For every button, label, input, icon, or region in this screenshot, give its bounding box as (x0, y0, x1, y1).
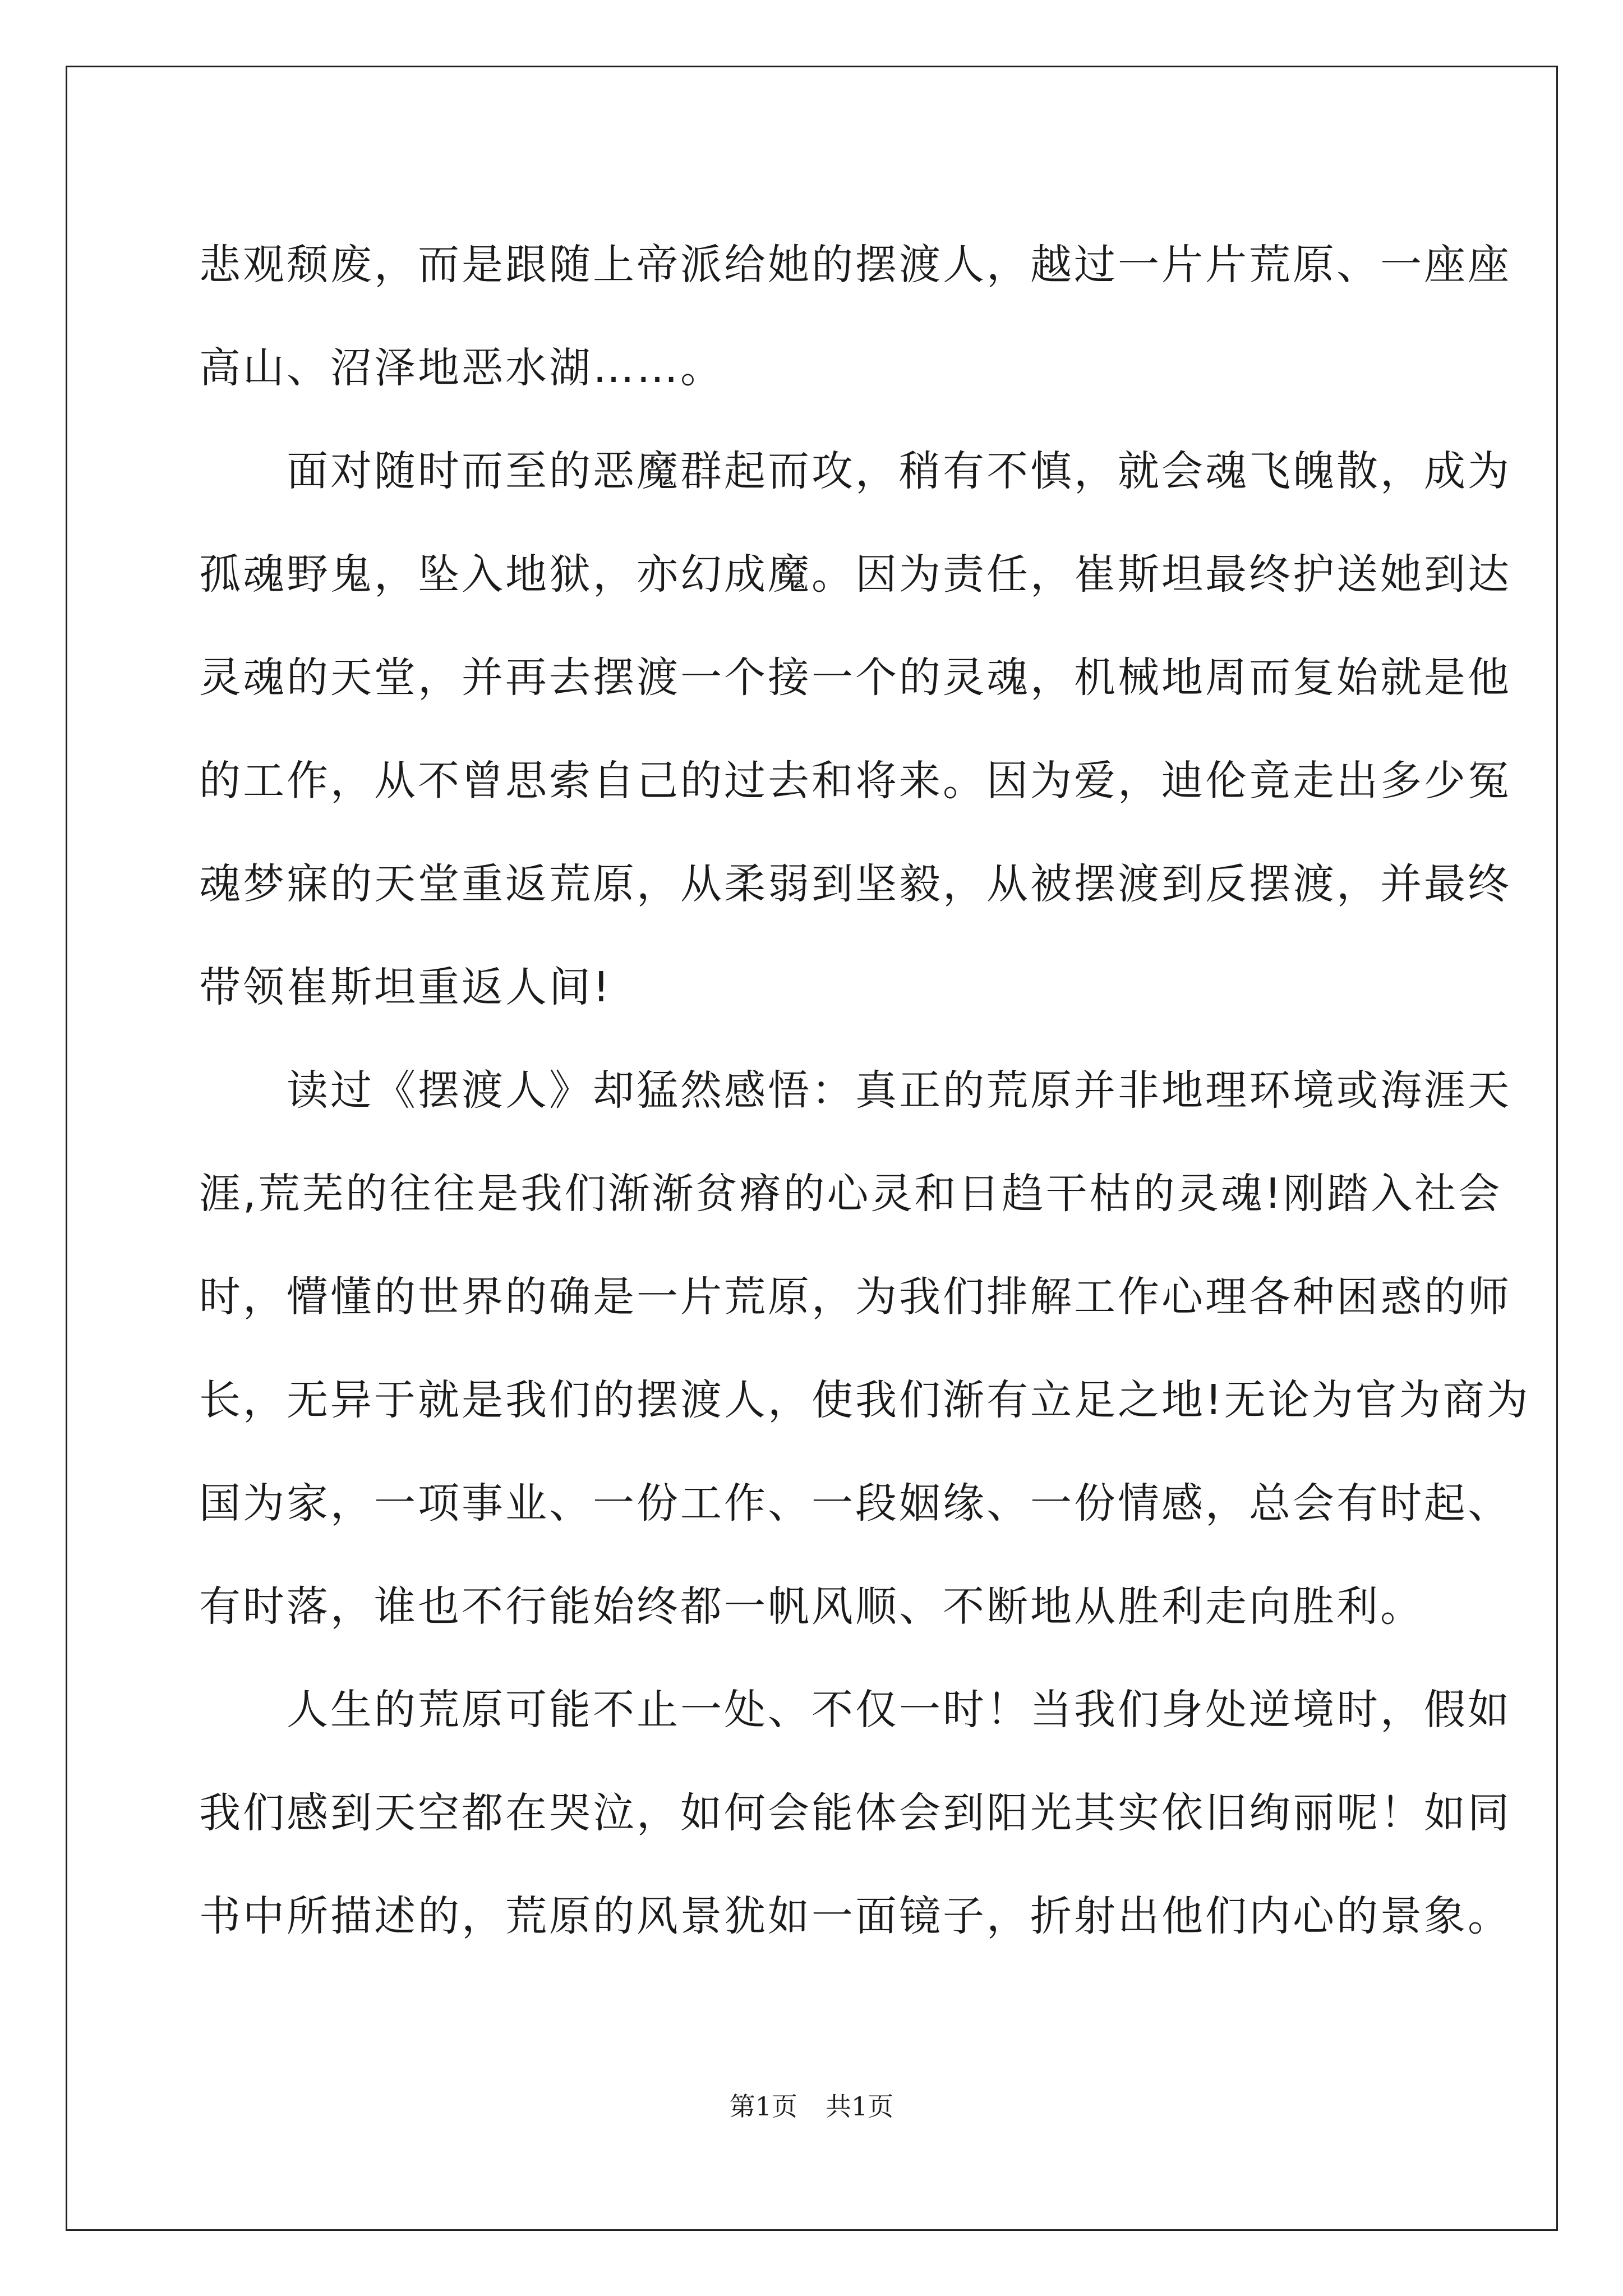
text-line: 长，无异于就是我们的摆渡人，使我们渐有立足之地!无论为官为商为 (199, 1376, 1530, 1424)
text-line: 我们感到天空都在哭泣，如何会能体会到阳光其实依旧绚丽呢！如同 (199, 1789, 1511, 1837)
page-footer (0, 2090, 1623, 2123)
text-line: 国为家，一项事业、一份工作、一段姻缘、一份情感，总会有时起、 (199, 1479, 1511, 1527)
text-line: 魂梦寐的天堂重返荒原，从柔弱到坚毅，从被摆渡到反摆渡，并最终 (199, 860, 1511, 908)
page-total: 共1页 (826, 2091, 894, 2122)
paragraph (199, 1039, 1530, 1658)
text-line: 高山、沼泽地恶水湖……。 (199, 344, 724, 392)
text-line: 涯,荒芜的往往是我们渐渐贫瘠的心灵和日趋干枯的灵魂!刚踏入社会 (199, 1170, 1502, 1218)
text-line: 读过《摆渡人》却猛然感悟：真正的荒原并非地理环境或海涯天 (199, 1066, 1511, 1115)
text-line: 的工作，从不曾思索自己的过去和将来。因为爱，迪伦竟走出多少冤 (199, 757, 1511, 805)
paragraph (199, 213, 1511, 420)
paragraph (199, 1658, 1511, 1968)
text-line: 有时落，谁也不行能始终都一帆风顺、不断地从胜利走向胜利。 (199, 1582, 1424, 1631)
text-line: 人生的荒原可能不止一处、不仅一时！当我们身处逆境时，假如 (199, 1686, 1511, 1734)
text-line: 孤魂野鬼，坠入地狱，亦幻成魔。因为责任，崔斯坦最终护送她到达 (199, 550, 1511, 599)
text-line: 灵魂的天堂，并再去摆渡一个接一个的灵魂，机械地周而复始就是他 (199, 654, 1511, 702)
text-line: 悲观颓废，而是跟随上帝派给她的摆渡人，越过一片片荒原、一座座 (199, 241, 1511, 289)
page-number: 第1页 (729, 2091, 797, 2122)
document-body (199, 213, 1530, 1968)
text-line: 书中所描述的，荒原的风景犹如一面镜子，折射出他们内心的景象。 (199, 1892, 1511, 1940)
paragraph (199, 420, 1511, 1039)
text-line: 带领崔斯坦重返人间! (199, 963, 612, 1011)
text-line: 面对随时而至的恶魔群起而攻，稍有不慎，就会魂飞魄散，成为 (199, 447, 1511, 495)
text-line: 时，懵懂的世界的确是一片荒原，为我们排解工作心理各种困惑的师 (199, 1273, 1511, 1321)
